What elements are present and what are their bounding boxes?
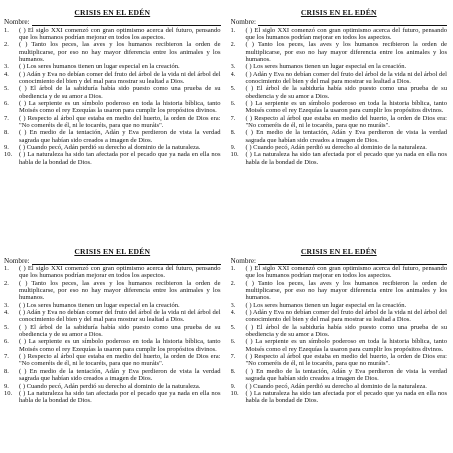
statement-number: 2. xyxy=(4,279,9,287)
statement-item xyxy=(231,368,448,383)
statement-number: 7. xyxy=(4,353,9,361)
statement-text: ( ) Adán y Eva no debían comer del fruto del árbol de la vida ni del árbol del conocimiento del bien y del mal para mostrar su lealtad a Dios. xyxy=(245,70,447,85)
statement-text: ( ) Los seres humanos tienen un lugar especial en la creación. xyxy=(19,301,180,309)
statement-number: 2. xyxy=(230,41,236,49)
statement-item xyxy=(4,280,221,302)
statement-number: 9. xyxy=(230,144,236,151)
statement-text: ( ) El árbol de la sabiduría había sido puesto como una prueba de su obediencia y de su amor a Dios. xyxy=(245,323,447,339)
statement-number: 6. xyxy=(230,338,236,346)
statement-item xyxy=(231,353,448,368)
statement-item xyxy=(231,27,448,42)
statement-number: 5. xyxy=(4,323,9,331)
name-line[interactable] xyxy=(258,19,447,26)
statement-item xyxy=(231,85,448,100)
statement-text: ( ) Respecto al árbol que estaba en medio del huerto, la orden de Dios era: "No comeréis de él, ni le tocaréis, para que no muráis". xyxy=(19,114,221,129)
statement-text: ( ) Cuando pecó, Adán perdió su derecho al dominio de la naturaleza. xyxy=(245,382,427,390)
statement-text: ( ) Adán y Eva no debían comer del fruto del árbol de la vida ni del árbol del conocimiento del bien y del mal para mostrar su lealtad a Dios. xyxy=(19,309,221,324)
statement-text: ( ) La naturaleza ha sido tan afectada por el pecado que ya nada en ella nos habla de la bondad de Dios. xyxy=(245,389,447,405)
statement-text: ( ) Adán y Eva no debían comer del fruto del árbol de la vida ni del árbol del conocimiento del bien y del mal para mostrar su lealtad a Dios. xyxy=(19,70,221,85)
quiz-top-right xyxy=(231,8,448,229)
statement-number: 3. xyxy=(230,63,236,71)
statement-number: 8. xyxy=(4,129,9,137)
statement-number: 6. xyxy=(4,99,9,107)
statement-item xyxy=(4,129,221,144)
statement-number: 9. xyxy=(4,144,9,151)
statement-number: 7. xyxy=(4,114,9,122)
statement-item xyxy=(231,100,448,115)
statement-text: ( ) El siglo XXI comenzó con gran optimismo acerca del futuro, pensando que los humanos podrían mejorar en todos los aspectos. xyxy=(245,265,447,280)
statement-item xyxy=(4,151,221,166)
statement-number: 1. xyxy=(230,26,236,34)
statement-item xyxy=(231,324,448,339)
statement-item xyxy=(4,27,221,42)
statement-number: 10. xyxy=(230,151,239,159)
statement-number: 5. xyxy=(230,85,236,93)
statement-number: 3. xyxy=(4,301,9,309)
statement-number: 4. xyxy=(4,309,9,317)
statement-text: ( ) La serpiente es un símbolo poderoso en toda la historia bíblica, tanto Moisés como el rey Ezequías la usaron para cumplir los propósitos divinos. xyxy=(245,99,447,115)
statement-text: ( ) En medio de la tentación, Adán y Eva perdieron de vista la verdad sagrada que habían sido creados a imagen de Dios. xyxy=(245,367,447,383)
name-label: Nombre: xyxy=(230,256,257,265)
statement-text: ( ) La serpiente es un símbolo poderoso en toda la historia bíblica, tanto Moisés como el rey Ezequías la usaron para cumplir los propósitos divinos. xyxy=(19,338,221,353)
statement-item xyxy=(231,144,448,151)
statement-item xyxy=(231,115,448,130)
statement-number: 7. xyxy=(230,353,236,361)
statement-list xyxy=(231,265,448,405)
statement-item xyxy=(231,338,448,353)
statement-text: ( ) Cuando pecó, Adán perdió su derecho al dominio de la naturaleza. xyxy=(19,382,201,390)
statement-text: ( ) En medio de la tentación, Adán y Eva perdieron de vista la verdad sagrada que habían sido creados a imagen de Dios. xyxy=(19,129,221,144)
quiz-bottom-right xyxy=(231,247,448,450)
statement-text: ( ) El siglo XXI comenzó con gran optimismo acerca del futuro, pensando que los humanos podrían mejorar en todos los aspectos. xyxy=(19,26,221,41)
statement-number: 4. xyxy=(230,70,236,78)
quiz-title: CRISIS EN EL EDÉN xyxy=(74,8,151,17)
statement-text: ( ) El árbol de la sabiduría había sido puesto como una prueba de su obediencia y de su amor a Dios. xyxy=(19,85,221,100)
statement-item xyxy=(4,324,221,339)
statement-item xyxy=(231,390,448,405)
statement-item xyxy=(231,309,448,324)
statement-number: 3. xyxy=(4,63,9,71)
statement-text: ( ) En medio de la tentación, Adán y Eva perdieron de vista la verdad sagrada que habían sido creados a imagen de Dios. xyxy=(245,129,447,144)
statement-number: 3. xyxy=(230,301,236,309)
statement-item xyxy=(4,71,221,86)
name-field xyxy=(231,257,448,265)
statement-item xyxy=(4,368,221,383)
statement-item xyxy=(231,383,448,390)
statement-number: 4. xyxy=(4,70,9,78)
quiz-top-left xyxy=(4,8,221,229)
statement-text: ( ) Cuando pecó, Adán perdió su derecho al dominio de la naturaleza. xyxy=(245,144,427,151)
statement-text: ( ) El árbol de la sabiduría había sido puesto como una prueba de su obediencia y de su amor a Dios. xyxy=(19,323,221,339)
statement-number: 8. xyxy=(230,367,236,375)
quiz-title: CRISIS EN EL EDÉN xyxy=(74,246,151,256)
statement-item xyxy=(4,390,221,405)
name-field xyxy=(4,18,221,26)
statement-text: ( ) Los seres humanos tienen un lugar especial en la creación. xyxy=(245,301,407,309)
statement-number: 4. xyxy=(230,309,236,317)
quiz-title: CRISIS EN EL EDÉN xyxy=(300,246,377,256)
statement-number: 9. xyxy=(4,382,9,390)
name-line[interactable] xyxy=(32,258,221,265)
statement-number: 5. xyxy=(4,85,9,93)
statement-text: ( ) Los seres humanos tienen un lugar especial en la creación. xyxy=(245,63,407,71)
statement-number: 6. xyxy=(230,99,236,107)
quiz-bottom-left xyxy=(4,247,221,450)
statement-item xyxy=(4,63,221,70)
statement-text: ( ) Respecto al árbol que estaba en medio del huerto, la orden de Dios era: "No comeréis de él, ni le tocaréis, para que no muráis". xyxy=(245,353,447,368)
statement-number: 5. xyxy=(230,323,236,331)
statement-item xyxy=(231,280,448,302)
statement-item xyxy=(4,353,221,368)
statement-number: 10. xyxy=(4,389,13,397)
statement-text: ( ) La serpiente es un símbolo poderoso en toda la historia bíblica, tanto Moisés como el rey Ezequías la usaron para cumplir los propósitos divinos. xyxy=(19,99,221,115)
statement-number: 1. xyxy=(4,265,9,272)
statement-text: ( ) Los seres humanos tienen un lugar especial en la creación. xyxy=(19,63,180,71)
statement-text: ( ) Tanto los peces, las aves y los humanos recibieron la orden de multiplicarse, por eso no hay mayor diferencia entre los animales y los humanos. xyxy=(19,279,221,302)
name-label: Nombre: xyxy=(4,18,30,26)
name-line[interactable] xyxy=(32,19,221,26)
quiz-title: CRISIS EN EL EDÉN xyxy=(300,8,377,17)
statement-item xyxy=(231,71,448,86)
statement-item xyxy=(4,41,221,63)
statement-text: ( ) Tanto los peces, las aves y los humanos recibieron la orden de multiplicarse, por eso no hay mayor diferencia entre los animales y los humanos. xyxy=(245,41,447,63)
name-label: Nombre: xyxy=(4,256,30,265)
statement-number: 8. xyxy=(4,367,9,375)
statement-item xyxy=(231,265,448,280)
statement-item xyxy=(4,265,221,280)
statement-number: 9. xyxy=(230,382,236,390)
statement-number: 8. xyxy=(230,129,236,137)
statement-item xyxy=(4,100,221,115)
statement-text: ( ) El siglo XXI comenzó con gran optimismo acerca del futuro, pensando que los humanos podrían mejorar en todos los aspectos. xyxy=(245,26,447,41)
statement-number: 2. xyxy=(4,41,9,49)
statement-text: ( ) La naturaleza ha sido tan afectada por el pecado que ya nada en ella nos habla de la bondad de Dios. xyxy=(19,151,221,166)
statement-item xyxy=(231,151,448,166)
statement-list xyxy=(4,265,221,405)
statement-item xyxy=(4,115,221,130)
statement-list xyxy=(4,27,221,167)
statement-item xyxy=(231,129,448,144)
statement-item xyxy=(4,338,221,353)
statement-text: ( ) La serpiente es un símbolo poderoso en toda la historia bíblica, tanto Moisés como el rey Ezequías la usaron para cumplir los propósitos divinos. xyxy=(245,338,447,353)
statement-text: ( ) En medio de la tentación, Adán y Eva perdieron de vista la verdad sagrada que habían sido creados a imagen de Dios. xyxy=(19,367,221,383)
name-field xyxy=(231,18,448,26)
name-field xyxy=(4,257,221,265)
statement-item xyxy=(4,302,221,309)
name-label: Nombre: xyxy=(230,18,257,26)
name-line[interactable] xyxy=(258,258,447,265)
statement-number: 6. xyxy=(4,338,9,346)
statement-item xyxy=(4,144,221,151)
statement-number: 1. xyxy=(4,26,9,34)
statement-text: ( ) Respecto al árbol que estaba en medio del huerto, la orden de Dios era: "No comeréis de él, ni le tocaréis, para que no muráis". xyxy=(19,353,221,368)
statement-item xyxy=(4,309,221,324)
statement-text: ( ) El árbol de la sabiduría había sido puesto como una prueba de su obediencia y de su amor a Dios. xyxy=(245,85,447,100)
statement-text: ( ) Respecto al árbol que estaba en medio del huerto, la orden de Dios era: "No comeréis de él, ni le tocaréis, para que no muráis". xyxy=(245,114,447,129)
statement-text: ( ) La naturaleza ha sido tan afectada por el pecado que ya nada en ella nos habla de la bondad de Dios. xyxy=(245,151,447,166)
statement-text: ( ) Adán y Eva no debían comer del fruto del árbol de la vida ni del árbol del conocimiento del bien y del mal para mostrar su lealtad a Dios. xyxy=(245,309,447,324)
statement-text: ( ) El siglo XXI comenzó con gran optimismo acerca del futuro, pensando que los humanos podrían mejorar en todos los aspectos. xyxy=(19,265,221,280)
statement-text: ( ) Tanto los peces, las aves y los humanos recibieron la orden de multiplicarse, por eso no hay mayor diferencia entre los animales y los humanos. xyxy=(19,41,221,63)
statement-text: ( ) Tanto los peces, las aves y los humanos recibieron la orden de multiplicarse, por eso no hay mayor diferencia entre los animales y los humanos. xyxy=(245,279,447,302)
statement-number: 7. xyxy=(230,114,236,122)
statement-text: ( ) La naturaleza ha sido tan afectada por el pecado que ya nada en ella nos habla de la bondad de Dios. xyxy=(19,389,221,405)
statement-list xyxy=(231,27,448,167)
statement-item xyxy=(231,63,448,70)
statement-number: 10. xyxy=(4,151,13,159)
statement-number: 1. xyxy=(230,265,236,272)
statement-text: ( ) Cuando pecó, Adán perdió su derecho al dominio de la naturaleza. xyxy=(19,144,201,151)
statement-item xyxy=(231,41,448,63)
statement-item xyxy=(231,302,448,309)
statement-item xyxy=(4,85,221,100)
statement-number: 10. xyxy=(230,389,239,397)
statement-item xyxy=(4,383,221,390)
statement-number: 2. xyxy=(230,279,236,287)
